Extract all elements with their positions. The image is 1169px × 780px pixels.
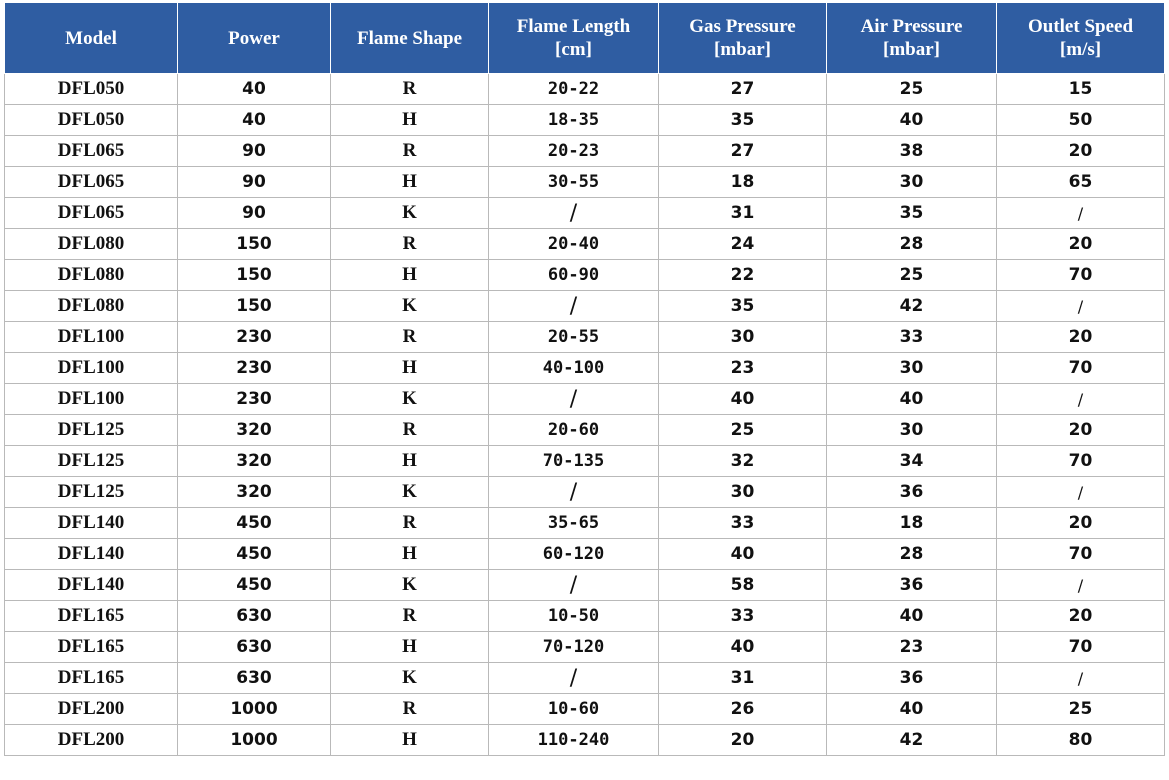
cell-outlet-speed: 70	[997, 539, 1165, 570]
header-gas-pressure-title: Gas Pressure	[689, 16, 796, 37]
cell-air-pressure: 28	[827, 539, 997, 570]
cell-outlet-speed: 65	[997, 167, 1165, 198]
cell-flame-shape: H	[331, 539, 489, 570]
cell-gas-pressure: 40	[659, 384, 827, 415]
cell-flame-length: /	[489, 663, 659, 694]
cell-flame-shape: H	[331, 167, 489, 198]
cell-flame-shape: R	[331, 415, 489, 446]
cell-flame-length: 20-23	[489, 136, 659, 167]
cell-model: DFL100	[5, 322, 178, 353]
cell-power: 320	[178, 415, 331, 446]
table-row	[5, 229, 1165, 260]
cell-flame-shape: H	[331, 105, 489, 136]
table-row	[5, 539, 1165, 570]
cell-outlet-speed: 20	[997, 601, 1165, 632]
cell-power: 150	[178, 291, 331, 322]
cell-gas-pressure: 18	[659, 167, 827, 198]
cell-gas-pressure: 25	[659, 415, 827, 446]
cell-flame-length: 20-40	[489, 229, 659, 260]
header-gas-pressure-unit: [mbar]	[714, 39, 771, 60]
cell-model: DFL200	[5, 725, 178, 756]
cell-gas-pressure: 30	[659, 322, 827, 353]
table-row	[5, 601, 1165, 632]
cell-outlet-speed: /	[997, 570, 1165, 601]
header-row	[5, 3, 1165, 74]
header-outlet-speed-unit: [m/s]	[1059, 39, 1102, 60]
cell-power: 90	[178, 167, 331, 198]
cell-model: DFL165	[5, 663, 178, 694]
cell-flame-length: 110-240	[489, 725, 659, 756]
cell-air-pressure: 36	[827, 570, 997, 601]
cell-outlet-speed: 70	[997, 353, 1165, 384]
cell-flame-shape: K	[331, 291, 489, 322]
cell-power: 230	[178, 322, 331, 353]
cell-flame-shape: K	[331, 477, 489, 508]
cell-power: 1000	[178, 725, 331, 756]
cell-flame-length: 10-50	[489, 601, 659, 632]
cell-flame-length: 10-60	[489, 694, 659, 725]
cell-flame-shape: H	[331, 353, 489, 384]
cell-outlet-speed: /	[997, 384, 1165, 415]
cell-air-pressure: 30	[827, 415, 997, 446]
cell-air-pressure: 34	[827, 446, 997, 477]
cell-power: 630	[178, 632, 331, 663]
cell-power: 450	[178, 508, 331, 539]
cell-flame-shape: H	[331, 632, 489, 663]
table-row	[5, 632, 1165, 663]
cell-outlet-speed: /	[997, 291, 1165, 322]
cell-air-pressure: 40	[827, 384, 997, 415]
cell-model: DFL080	[5, 229, 178, 260]
cell-outlet-speed: 20	[997, 322, 1165, 353]
cell-model: DFL065	[5, 198, 178, 229]
cell-flame-shape: R	[331, 74, 489, 105]
cell-gas-pressure: 31	[659, 663, 827, 694]
table-row	[5, 353, 1165, 384]
header-flame-length-title: Flame Length	[516, 16, 631, 37]
header-flame-shape-title: Flame Shape	[356, 27, 463, 49]
header-model-title: Model	[65, 27, 117, 49]
cell-model: DFL140	[5, 539, 178, 570]
cell-gas-pressure: 27	[659, 74, 827, 105]
cell-flame-length: 20-22	[489, 74, 659, 105]
cell-gas-pressure: 58	[659, 570, 827, 601]
cell-outlet-speed: 15	[997, 74, 1165, 105]
table-row	[5, 260, 1165, 291]
cell-outlet-speed: 50	[997, 105, 1165, 136]
cell-air-pressure: 38	[827, 136, 997, 167]
cell-outlet-speed: 20	[997, 229, 1165, 260]
cell-flame-shape: K	[331, 198, 489, 229]
header-air-pressure-title: Air Pressure	[860, 16, 963, 37]
cell-gas-pressure: 35	[659, 291, 827, 322]
cell-model: DFL140	[5, 508, 178, 539]
cell-model: DFL050	[5, 74, 178, 105]
cell-gas-pressure: 32	[659, 446, 827, 477]
table-row	[5, 570, 1165, 601]
cell-power: 230	[178, 353, 331, 384]
header-outlet-speed	[997, 3, 1165, 74]
cell-gas-pressure: 22	[659, 260, 827, 291]
cell-flame-shape: R	[331, 322, 489, 353]
cell-power: 630	[178, 601, 331, 632]
cell-flame-length: 35-65	[489, 508, 659, 539]
cell-air-pressure: 42	[827, 725, 997, 756]
cell-air-pressure: 28	[827, 229, 997, 260]
cell-flame-shape: R	[331, 136, 489, 167]
cell-model: DFL125	[5, 477, 178, 508]
cell-gas-pressure: 31	[659, 198, 827, 229]
cell-gas-pressure: 24	[659, 229, 827, 260]
cell-flame-shape: R	[331, 694, 489, 725]
cell-power: 1000	[178, 694, 331, 725]
cell-flame-shape: H	[331, 446, 489, 477]
cell-flame-shape: K	[331, 384, 489, 415]
table-row	[5, 198, 1165, 229]
cell-flame-length: /	[489, 570, 659, 601]
cell-air-pressure: 40	[827, 694, 997, 725]
cell-outlet-speed: 70	[997, 632, 1165, 663]
cell-outlet-speed: /	[997, 663, 1165, 694]
cell-air-pressure: 36	[827, 477, 997, 508]
cell-power: 230	[178, 384, 331, 415]
cell-power: 630	[178, 663, 331, 694]
cell-flame-length: 20-60	[489, 415, 659, 446]
table-row	[5, 167, 1165, 198]
cell-flame-shape: K	[331, 663, 489, 694]
cell-gas-pressure: 23	[659, 353, 827, 384]
cell-power: 450	[178, 539, 331, 570]
cell-flame-length: 60-120	[489, 539, 659, 570]
cell-flame-length: /	[489, 198, 659, 229]
header-flame-shape	[331, 3, 489, 74]
table-row	[5, 74, 1165, 105]
table-row	[5, 136, 1165, 167]
cell-power: 320	[178, 446, 331, 477]
cell-flame-length: 18-35	[489, 105, 659, 136]
cell-gas-pressure: 30	[659, 477, 827, 508]
cell-model: DFL065	[5, 167, 178, 198]
header-flame-length-unit: [cm]	[555, 39, 592, 60]
burner-spec-table	[4, 2, 1165, 756]
cell-gas-pressure: 26	[659, 694, 827, 725]
header-air-pressure-unit: [mbar]	[883, 39, 940, 60]
header-flame-length	[489, 3, 659, 74]
cell-model: DFL200	[5, 694, 178, 725]
cell-gas-pressure: 40	[659, 632, 827, 663]
table-row	[5, 663, 1165, 694]
cell-air-pressure: 30	[827, 353, 997, 384]
cell-flame-length: /	[489, 384, 659, 415]
header-outlet-speed-title: Outlet Speed	[1027, 16, 1134, 37]
header-gas-pressure	[659, 3, 827, 74]
cell-gas-pressure: 33	[659, 508, 827, 539]
cell-outlet-speed: 20	[997, 136, 1165, 167]
cell-gas-pressure: 35	[659, 105, 827, 136]
cell-model: DFL125	[5, 415, 178, 446]
table-row	[5, 446, 1165, 477]
cell-model: DFL125	[5, 446, 178, 477]
header-model	[5, 3, 178, 74]
cell-air-pressure: 35	[827, 198, 997, 229]
cell-flame-shape: R	[331, 508, 489, 539]
cell-outlet-speed: /	[997, 477, 1165, 508]
cell-outlet-speed: 70	[997, 446, 1165, 477]
cell-model: DFL080	[5, 291, 178, 322]
cell-air-pressure: 36	[827, 663, 997, 694]
cell-air-pressure: 42	[827, 291, 997, 322]
cell-power: 150	[178, 229, 331, 260]
cell-flame-shape: H	[331, 725, 489, 756]
cell-flame-length: 70-120	[489, 632, 659, 663]
cell-flame-length: 40-100	[489, 353, 659, 384]
table-row	[5, 291, 1165, 322]
cell-power: 450	[178, 570, 331, 601]
cell-flame-shape: R	[331, 601, 489, 632]
cell-gas-pressure: 33	[659, 601, 827, 632]
cell-flame-length: 60-90	[489, 260, 659, 291]
cell-gas-pressure: 20	[659, 725, 827, 756]
cell-air-pressure: 25	[827, 74, 997, 105]
cell-model: DFL100	[5, 384, 178, 415]
table-row	[5, 384, 1165, 415]
cell-power: 150	[178, 260, 331, 291]
cell-flame-length: /	[489, 291, 659, 322]
cell-gas-pressure: 40	[659, 539, 827, 570]
cell-outlet-speed: 70	[997, 260, 1165, 291]
cell-air-pressure: 30	[827, 167, 997, 198]
cell-flame-length: 70-135	[489, 446, 659, 477]
table-header	[5, 3, 1165, 74]
table-row	[5, 725, 1165, 756]
cell-air-pressure: 23	[827, 632, 997, 663]
cell-model: DFL050	[5, 105, 178, 136]
cell-model: DFL065	[5, 136, 178, 167]
header-power-title: Power	[228, 27, 280, 49]
cell-air-pressure: 18	[827, 508, 997, 539]
table-row	[5, 322, 1165, 353]
table-row	[5, 415, 1165, 446]
cell-flame-length: 20-55	[489, 322, 659, 353]
cell-air-pressure: 40	[827, 601, 997, 632]
cell-model: DFL100	[5, 353, 178, 384]
cell-power: 90	[178, 198, 331, 229]
table-row	[5, 508, 1165, 539]
cell-model: DFL165	[5, 601, 178, 632]
cell-model: DFL165	[5, 632, 178, 663]
cell-outlet-speed: 20	[997, 415, 1165, 446]
table-row	[5, 477, 1165, 508]
table-row	[5, 694, 1165, 725]
cell-air-pressure: 25	[827, 260, 997, 291]
table-row	[5, 105, 1165, 136]
cell-power: 320	[178, 477, 331, 508]
cell-outlet-speed: 80	[997, 725, 1165, 756]
cell-power: 40	[178, 74, 331, 105]
cell-outlet-speed: 25	[997, 694, 1165, 725]
cell-flame-shape: K	[331, 570, 489, 601]
cell-power: 90	[178, 136, 331, 167]
cell-air-pressure: 33	[827, 322, 997, 353]
cell-flame-length: /	[489, 477, 659, 508]
cell-model: DFL140	[5, 570, 178, 601]
cell-flame-length: 30-55	[489, 167, 659, 198]
cell-air-pressure: 40	[827, 105, 997, 136]
cell-flame-shape: H	[331, 260, 489, 291]
table-body	[5, 74, 1165, 756]
cell-gas-pressure: 27	[659, 136, 827, 167]
cell-power: 40	[178, 105, 331, 136]
header-air-pressure	[827, 3, 997, 74]
cell-outlet-speed: 20	[997, 508, 1165, 539]
header-power	[178, 3, 331, 74]
cell-outlet-speed: /	[997, 198, 1165, 229]
cell-flame-shape: R	[331, 229, 489, 260]
cell-model: DFL080	[5, 260, 178, 291]
